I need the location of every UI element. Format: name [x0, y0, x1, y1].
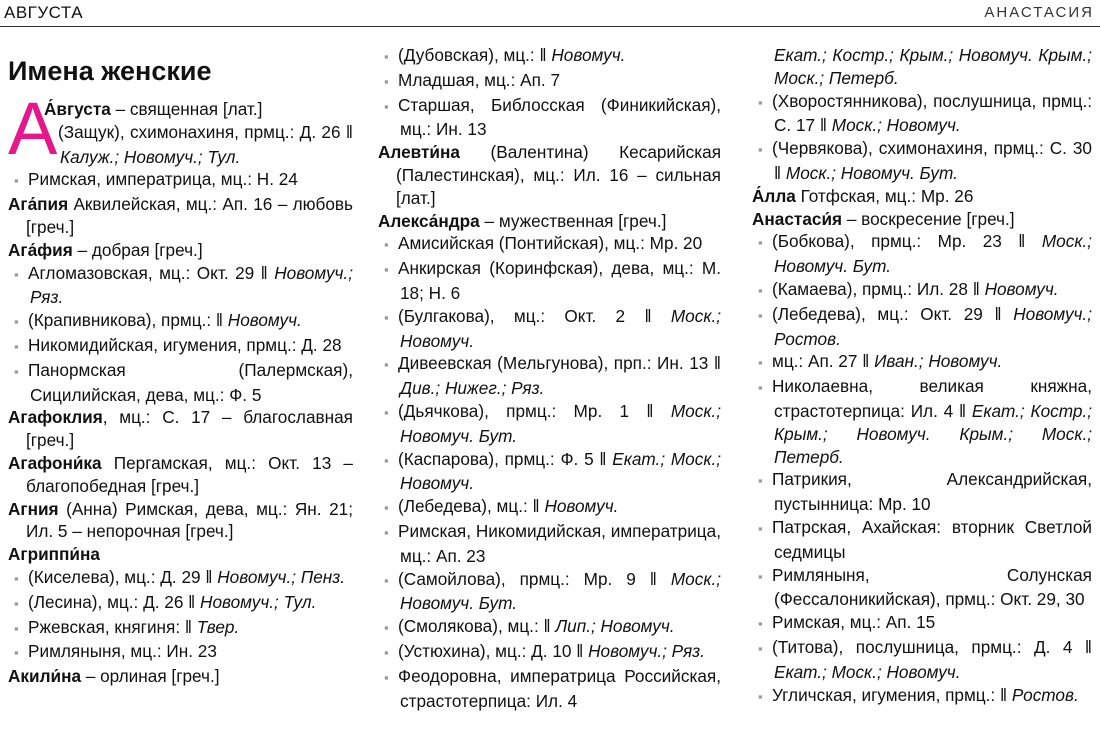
- name-entry: [8, 498, 353, 544]
- list-item: [752, 636, 1092, 684]
- region-list: Екат.; Моск.; Новомуч.: [774, 661, 961, 682]
- list-item: [378, 257, 721, 305]
- running-head-right: АНАСТАСИЯ: [984, 4, 1094, 21]
- entry-text: (Камаева), прмц.: Ил. 28: [772, 278, 973, 299]
- region-list: Моск.; Новомуч. Бут.: [774, 231, 1092, 277]
- region-list: Екат.; Костр.; Крым.; Новомуч. Крым.; Моск.; Петерб.: [774, 400, 1092, 467]
- entry-text: (Киселева), мц.: Д. 29: [28, 566, 206, 587]
- separator: ‖: [862, 351, 875, 372]
- region-list: Ростов.: [1011, 684, 1079, 705]
- separator: ‖: [576, 640, 589, 661]
- name-entry: [378, 210, 721, 233]
- separator: ‖: [184, 616, 197, 637]
- headword: Агафони́ка: [8, 452, 102, 473]
- entry-text: (Лебедева), мц.: Окт. 29: [772, 303, 995, 324]
- entry-text: Старшая, Библосская (Финикийская), мц.: Ин. 13: [398, 94, 721, 140]
- name-entry: [752, 208, 1092, 231]
- region-list: Новомуч.; Ряз.: [30, 262, 353, 308]
- separator: ‖: [649, 568, 671, 589]
- list-item: [752, 230, 1092, 278]
- entry-text: Агломазовская, мц.: Окт. 29: [28, 262, 261, 283]
- entry-text: Анкирская (Коринфская), дева, мц.: М. 18; Н. 6: [398, 258, 721, 303]
- name-entry: [378, 141, 721, 209]
- list-item: [752, 684, 1092, 709]
- list-item: [752, 303, 1092, 351]
- entry-text: Угличская, игумения, прмц.:: [772, 684, 1000, 705]
- entry-text: мц.: Ап. 27: [772, 351, 863, 372]
- list-item: [378, 665, 721, 713]
- headword: Акили́на: [8, 666, 82, 687]
- list-item: [8, 640, 353, 665]
- list-item: [752, 350, 1092, 375]
- list-item: [752, 516, 1092, 564]
- entry-text: Феодоровна, императрица Российская, страстотерпица: Ил. 4: [398, 665, 721, 711]
- entry-text: (Булгакова), мц.: Окт. 2: [398, 305, 645, 326]
- column-3: [752, 44, 1092, 708]
- entry-text: – добрая [греч.]: [72, 239, 203, 260]
- headword: Ага́пия: [8, 194, 69, 215]
- entry-text: (Лесина), мц.: Д. 26: [28, 591, 189, 612]
- first-entry-block: [8, 87, 353, 170]
- headword: Агриппи́на: [8, 544, 100, 565]
- column-1-entries: [8, 168, 353, 688]
- list-item: [378, 640, 721, 665]
- entry-text: (Самойлова), прмц.: Мр. 9: [398, 568, 650, 589]
- list-item: [378, 232, 721, 257]
- name-entry: [8, 406, 353, 452]
- running-head: [0, 0, 1100, 27]
- region-list: Новомуч.: [984, 278, 1059, 299]
- entry-text: (Дьячкова), прмц.: Мр. 1: [398, 400, 647, 421]
- region-list: Моск.; Новомуч.: [831, 115, 961, 136]
- name-entry: [752, 185, 1092, 208]
- entry-text: – священная [лат.]: [110, 99, 263, 119]
- list-item: [378, 44, 721, 69]
- entry-text: Никомидийская, игумения, прмц.: Д. 28: [28, 334, 342, 355]
- entry-text: Готфская, мц.: Мр. 26: [795, 185, 974, 206]
- region-list: Калуж.; Новомуч.; Тул.: [60, 146, 241, 167]
- region-list: Новомуч.: [551, 45, 626, 65]
- separator: ‖: [999, 684, 1012, 705]
- separator: ‖: [188, 591, 201, 612]
- region-list: Див.; Нижег.; Ряз.: [400, 378, 545, 399]
- list-item: [752, 278, 1092, 303]
- list-item: [378, 520, 721, 568]
- entry-text: (Каспарова), прмц.: Ф. 5: [398, 448, 600, 469]
- list-item: [378, 94, 721, 142]
- separator: ‖: [644, 305, 671, 326]
- region-list: Новомуч.; Пенз.: [217, 566, 346, 587]
- entry-text: Николаевна, великая княжна, страстотерпица: Ил. 4: [772, 376, 1092, 421]
- list-item: [752, 375, 1092, 468]
- name-entry: [44, 98, 353, 121]
- headword: Алекса́ндра: [378, 210, 480, 231]
- separator: ‖: [539, 45, 552, 65]
- drop-cap: А: [8, 87, 58, 170]
- name-entry: [8, 665, 353, 688]
- headword: Алевти́на: [378, 142, 460, 163]
- running-head-left: АВГУСТА: [4, 3, 84, 22]
- headword: Анастаси́я: [752, 208, 843, 229]
- entry-text: (Хворостянникова), послушница, прмц.: С. 17: [772, 90, 1092, 136]
- separator: ‖: [1018, 231, 1042, 252]
- name-entry: [8, 452, 353, 498]
- section-title: Имена женские: [8, 56, 212, 86]
- entry-text: , мц.: С. 17 – благославная [греч.]: [26, 407, 353, 451]
- entry-text: (Защук), схимонахиня, прмц.: Д. 26: [58, 121, 346, 142]
- column-1: [8, 56, 353, 688]
- region-list: Лип.; Новомуч.: [555, 616, 675, 637]
- list-item: [378, 352, 721, 400]
- region-list: Моск.; Новомуч. Бут.: [785, 162, 958, 183]
- list-item: [8, 262, 353, 310]
- entry-text: Аквилейская, мц.: Ап. 16 – любовь [греч.]: [26, 194, 353, 237]
- list-item: [752, 468, 1092, 516]
- first-entries: [8, 87, 353, 170]
- entry-text: (Червякова), схимонахиня, прмц.: С. 30: [772, 138, 1092, 159]
- entry-text: Пергамская, мц.: Окт. 13 – благопобедная [греч.]: [26, 452, 353, 496]
- region-list: Новомуч.; Тул.: [200, 591, 317, 612]
- list-item: [8, 616, 353, 641]
- name-entry: [8, 193, 353, 239]
- separator: ‖: [1084, 636, 1092, 657]
- entry-text: (Титова), послушница, прмц.: Д. 4: [772, 636, 1085, 657]
- region-list: Екат.; Моск.; Новомуч.: [400, 448, 721, 494]
- list-item: [378, 615, 721, 640]
- entry-text: Патрикия, Александрийская, пустынница: Мр. 10: [772, 469, 1092, 515]
- entry-text: Римляныня, Солунская (Фессалоникийская), прмц.: Окт. 29, 30: [772, 564, 1092, 610]
- region-list: Иван.; Новомуч.: [874, 351, 1003, 372]
- entry-text: (Лебедева), мц.:: [398, 496, 533, 517]
- entry-text: (Крапивникова), прмц.:: [28, 310, 216, 331]
- name-entry: [8, 543, 353, 566]
- name-entry: [8, 239, 353, 262]
- entry-text: Римская, мц.: Ап. 15: [772, 612, 936, 633]
- entry-text: – орлиная [греч.]: [81, 666, 220, 687]
- headword: Агния: [8, 498, 59, 519]
- headword: А́лла: [752, 185, 796, 206]
- list-item: [8, 309, 353, 334]
- separator: ‖: [994, 303, 1014, 324]
- list-item: [378, 495, 721, 520]
- entry-text: (Бобкова), прмц.: Мр. 23: [772, 231, 1019, 252]
- list-item: [752, 137, 1092, 185]
- separator: ‖: [774, 162, 786, 183]
- entry-text: Панормская (Палермская), Сицилийская, дева, мц.: Ф. 5: [28, 359, 353, 405]
- region-list: Новомуч.; Ряз.: [588, 640, 705, 661]
- separator: ‖: [532, 496, 545, 517]
- separator: ‖: [713, 353, 721, 374]
- entry-text: Ржевская, княгиня:: [28, 616, 185, 637]
- column-2: [378, 44, 721, 712]
- column-3-entries: [752, 44, 1092, 708]
- region-list: Твер.: [196, 616, 240, 637]
- entry-text: Римская, Никомидийская, императрица, мц.: Ап. 23: [398, 520, 721, 566]
- list-item: [752, 611, 1092, 636]
- entry-text: Дивеевская (Мельгунова), прп.: Ин. 13: [398, 353, 714, 374]
- entry-text: (Анна) Римская, дева, мц.: Ян. 21; Ил. 5 – непорочная [греч.]: [26, 498, 353, 542]
- region-list: Моск.; Новомуч.: [400, 305, 721, 351]
- separator: ‖: [260, 262, 275, 283]
- entry-text: Амисийская (Понтийская), мц.: Мр. 20: [398, 233, 703, 254]
- list-item: [44, 121, 353, 169]
- entry-text: Римляныня, мц.: Ин. 23: [28, 641, 217, 662]
- list-item: [378, 400, 721, 448]
- list-item: [378, 305, 721, 353]
- headword: А́вгуста: [44, 99, 111, 119]
- entry-text: Младшая, мц.: Ап. 7: [398, 69, 561, 90]
- entry-text: – воскресение [греч.]: [842, 208, 1015, 229]
- region-list: Новомуч.; Ростов.: [774, 303, 1092, 349]
- separator: ‖: [205, 566, 218, 587]
- list-item: [752, 44, 1092, 90]
- list-item: [752, 564, 1092, 612]
- separator: ‖: [972, 278, 985, 299]
- region-list: Новомуч.: [544, 496, 619, 517]
- region-list: Новомуч.: [227, 310, 302, 331]
- list-item: [752, 90, 1092, 138]
- column-2-entries: [378, 44, 721, 712]
- separator: ‖: [646, 400, 671, 421]
- entry-text: Патрская, Ахайская: вторник Светлой седмицы: [772, 516, 1092, 562]
- list-item: [378, 69, 721, 94]
- region-list: Екат.; Костр.; Крым.; Новомуч. Крым.; Моск.; Петерб.: [774, 45, 1092, 88]
- headword: Ага́фия: [8, 239, 73, 260]
- list-item: [8, 334, 353, 359]
- separator: ‖: [599, 448, 613, 469]
- list-item: [8, 591, 353, 616]
- separator: ‖: [819, 115, 832, 136]
- entry-text: Римская, императрица, мц.: Н. 24: [28, 169, 298, 190]
- list-item: [8, 168, 353, 193]
- list-item: [8, 566, 353, 591]
- separator: ‖: [215, 310, 228, 331]
- headword: Агафоклия: [8, 407, 103, 428]
- entry-text: – мужественная [греч.]: [479, 210, 667, 231]
- separator: ‖: [543, 616, 556, 637]
- list-item: [378, 448, 721, 496]
- separator: ‖: [958, 400, 972, 421]
- entry-text: (Валентина) Кесарийская (Палестинская), мц.: Ил. 16 – сильная [лат.]: [396, 142, 721, 208]
- entry-text: (Смолякова), мц.:: [398, 616, 544, 637]
- separator: ‖: [345, 121, 353, 142]
- list-item: [378, 568, 721, 616]
- region-list: Моск.; Новомуч. Бут.: [400, 400, 721, 446]
- region-list: Моск.; Новомуч. Бут.: [400, 568, 721, 614]
- entry-text: (Устюхина), мц.: Д. 10: [398, 640, 577, 661]
- list-item: [8, 359, 353, 407]
- entry-text: (Дубовская), мц.:: [398, 45, 540, 65]
